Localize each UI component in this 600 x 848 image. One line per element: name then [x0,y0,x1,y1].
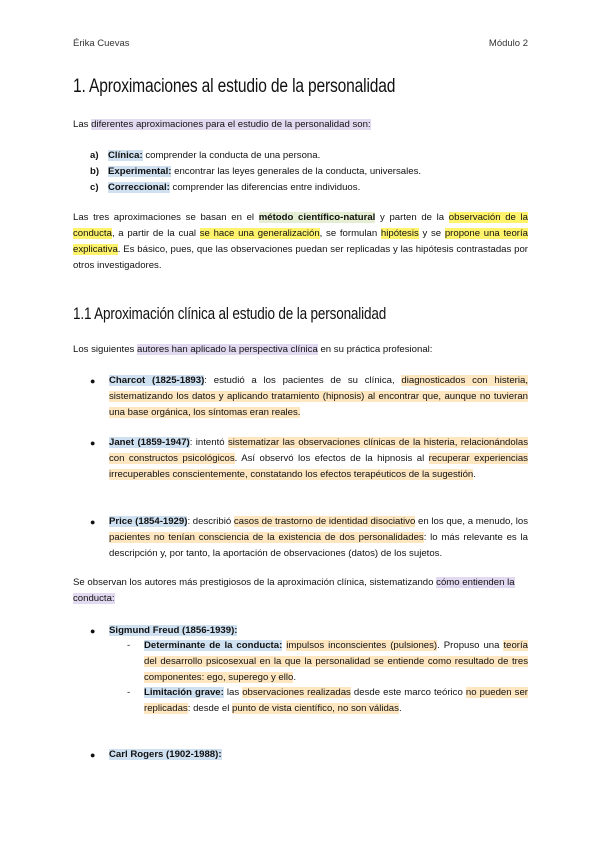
list-letter: c) [90,182,99,193]
sub-highlight: impulsos inconscientes (pulsiones) [286,640,438,651]
author-name: Carl Rogers (1902-1988): [109,749,222,760]
bullet-dot: ● [90,517,96,527]
authors-intro [73,342,528,358]
bullet-dot: ● [90,438,96,448]
header-author: Érika Cuevas [73,38,130,49]
list-item [90,164,421,180]
para-text: y parten de la [375,212,449,223]
para-text: Los siguientes [73,344,137,355]
list-term: Experimental: [108,166,172,177]
bullet-text: : intentó [189,437,228,448]
para-text: . Es básico, pues, que las observaciones puedan ser replicadas y las hipótesis contrastadas por otros investigadores. [73,244,528,271]
sub-text: desde este marco teórico [350,687,466,698]
list-item [90,148,421,164]
bullet-text: . Así observó los efectos de la hipnosis al [234,453,429,464]
sub-highlight: punto de vista científico, no son válidas [232,703,399,714]
bullet-text: : lo más relevante es la descripción y, por tanto, la aportación de observaciones (datos) de los sujetos. [109,532,528,559]
list-desc: comprender las diferencias entre individuos. [169,182,361,193]
bullet-highlight: casos de trastorno de identidad disociativo [233,516,416,527]
header-module: Módulo 2 [488,38,528,49]
bullet-highlight: pacientes no tenían consciencia de la existencia de dos personalidades [109,532,424,543]
sub-text: . Propuso una [437,640,504,651]
sub-highlight: teoría del desarrollo psicosexual en la que la personalidad se entiende como resultado de tres componentes: ego, superego y ello [144,640,529,683]
sub-dash: - [127,687,131,698]
intro-highlight: diferentes aproximaciones para el estudio de la personalidad son: [91,119,371,130]
para-highlight-method: método científico-natural [258,212,376,223]
bullet-freud [90,623,528,639]
para-text: Las tres aproximaciones se basan en el [73,212,259,223]
para-text: Se observan los autores más prestigiosos de la aproximación clínica, sistematizando [73,577,437,588]
sub-dash: - [127,640,131,651]
bullet-price [90,514,528,562]
para-highlight-observation: observación de la conducta [73,212,528,239]
bullet-text: : estudió a los pacientes de su clínica, [204,375,402,386]
bullet-text: : describió [187,516,234,527]
author-name: Price (1854-1929) [109,516,188,527]
approaches-paragraph [73,210,528,274]
list-term: Clínica: [108,150,143,161]
intro-text: Las [73,119,92,130]
list-item [90,180,421,196]
list-desc: comprender la conducta de una persona. [142,150,321,161]
author-name: Sigmund Freud (1856-1939): [109,625,238,636]
para-text: y se [418,228,445,239]
para-text: , se formulan [319,228,381,239]
list-term: Correccional: [108,182,170,193]
freud-sub-determinant [127,638,528,686]
list-letter: b) [90,166,100,177]
sub-term: Determinante de la conducta: [144,640,283,651]
bullet-text: . [473,469,476,480]
sub-text: . [293,672,297,683]
intro-paragraph [73,117,528,133]
sub-text: . [398,703,402,714]
para-text: , a partir de la cual [111,228,200,239]
bullet-dot: ● [90,626,96,636]
bullet-text: en los que, a menudo, los [415,516,529,527]
sub-highlight: no pueden ser replicadas [144,687,528,714]
author-name: Charcot (1825-1893) [109,375,205,386]
systematize-paragraph [73,575,528,607]
page-title: 1. Aproximaciones al estudio de la personalidad [73,76,396,97]
approaches-list [90,148,421,196]
para-highlight-hypothesis: hipótesis [380,228,419,239]
para-highlight: autores han aplicado la perspectiva clínica [137,344,318,355]
bullet-highlight: diagnosticados con histeria, sistematizando los datos y aplicando tratamiento (hipnosis) al encontrar que, aunque no tuvieran una base orgánica, los síntomas eran reales. [109,375,528,418]
bullet-dot: ● [90,376,96,386]
bullet-charcot [90,373,528,421]
bullet-highlight: recuperar experiencias irrecuperables conscientemente, constatando los efectos terapéuticos de la sugestión [109,453,528,480]
para-text: en su práctica profesional: [317,344,433,355]
bullet-highlight: sistematizar las observaciones clínicas de la histeria, relacionándolas con constructos psicológicos [109,437,528,464]
list-desc: encontrar las leyes generales de la conducta, universales. [171,166,422,177]
para-highlight-theory: propone una teoría explicativa [73,228,528,255]
sub-text: las [223,687,243,698]
author-name: Janet (1859-1947) [109,437,190,448]
para-highlight: cómo entienden la conducta: [73,577,515,604]
para-highlight-generalization: se hace una generalización [199,228,320,239]
sub-highlight: observaciones realizadas [242,687,351,698]
bullet-rogers [90,747,528,763]
sub-text: : desde el [187,703,233,714]
sub-term: Limitación grave: [144,687,224,698]
section-subtitle: 1.1 Aproximación clínica al estudio de la personalidad [73,305,387,323]
freud-sub-limitation [127,685,528,717]
list-letter: a) [90,150,99,161]
bullet-dot: ● [90,750,96,760]
bullet-janet [90,435,528,483]
